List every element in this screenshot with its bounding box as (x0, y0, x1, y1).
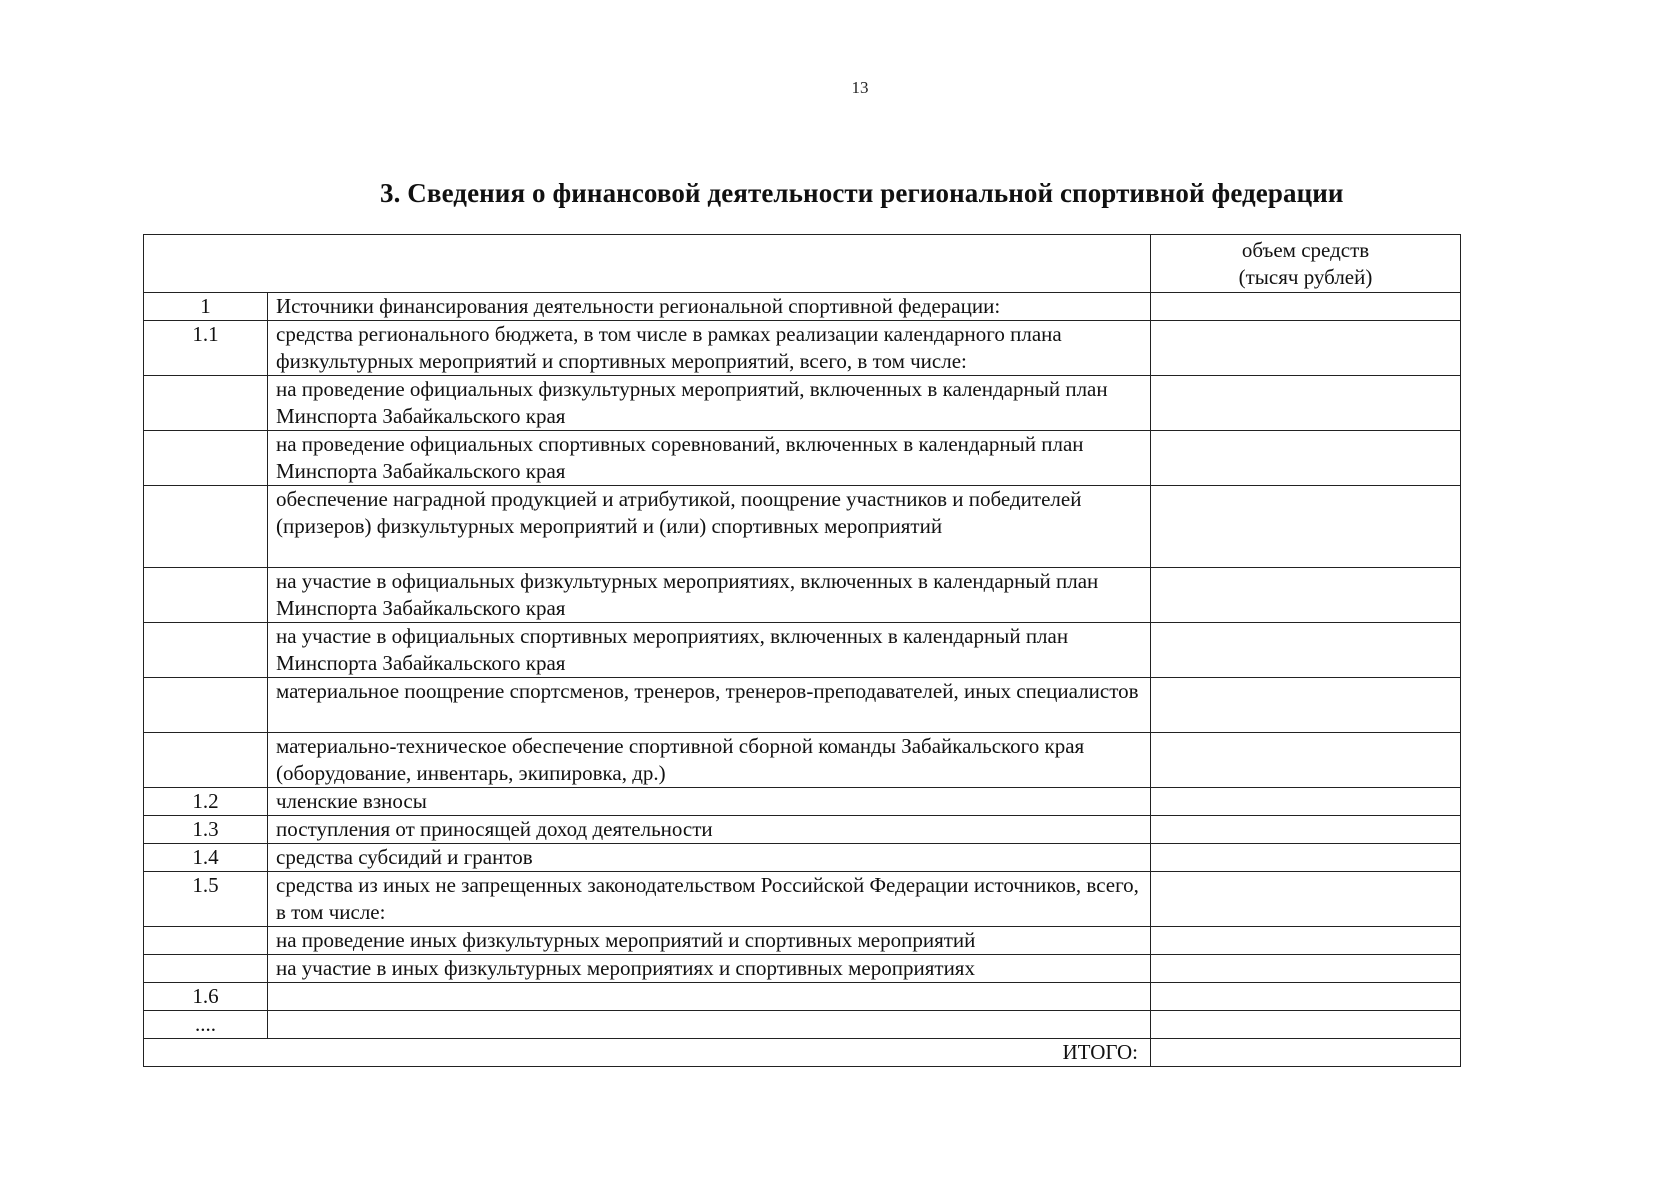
table-row (144, 431, 1461, 486)
row-value-cell[interactable] (1151, 788, 1461, 816)
row-description: на проведение официальных физкультурных мероприятий, включенных в календарный план Минспорта Забайкальского края (268, 376, 1151, 431)
table-row (144, 983, 1461, 1011)
table-header-row (144, 235, 1461, 293)
row-value-cell[interactable] (1151, 321, 1461, 376)
row-number (144, 431, 268, 486)
row-value-cell[interactable] (1151, 816, 1461, 844)
volume-header-line2: (тысяч рублей) (1238, 265, 1373, 289)
row-value-cell[interactable] (1151, 486, 1461, 568)
table-row (144, 568, 1461, 623)
row-description: на участие в официальных спортивных мероприятиях, включенных в календарный план Минспорта Забайкальского края (268, 623, 1151, 678)
table-row (144, 376, 1461, 431)
row-description: поступления от приносящей доход деятельности (268, 816, 1151, 844)
row-number: 1.5 (144, 872, 268, 927)
table-row (144, 321, 1461, 376)
row-description: на проведение иных физкультурных мероприятий и спортивных мероприятий (268, 927, 1151, 955)
row-value-cell[interactable] (1151, 293, 1461, 321)
row-value-cell[interactable] (1151, 376, 1461, 431)
row-value-cell[interactable] (1151, 623, 1461, 678)
table-row (144, 293, 1461, 321)
row-value-cell[interactable] (1151, 568, 1461, 623)
row-number (144, 927, 268, 955)
page-number: 13 (851, 78, 869, 97)
section-title: 3. Сведения о финансовой деятельности региональной спортивной федерации (380, 178, 1344, 208)
row-description: средства регионального бюджета, в том числе в рамках реализации календарного плана физкультурных мероприятий и спортивных мероприятий, всего, в том числе: (268, 321, 1151, 376)
table-row (144, 678, 1461, 733)
total-value-cell[interactable] (1151, 1039, 1461, 1067)
row-number (144, 678, 268, 733)
row-number: .... (144, 1011, 268, 1039)
table-row (144, 1011, 1461, 1039)
header-empty-cell (144, 235, 1151, 293)
row-description: материально-техническое обеспечение спортивной сборной команды Забайкальского края (оборудование, инвентарь, экипировка, др.) (268, 733, 1151, 788)
row-number (144, 955, 268, 983)
table-row (144, 623, 1461, 678)
table-row (144, 955, 1461, 983)
table-row (144, 733, 1461, 788)
table-row (144, 816, 1461, 844)
volume-header-line1: объем средств (1241, 238, 1370, 262)
row-number: 1.6 (144, 983, 268, 1011)
row-value-cell[interactable] (1151, 431, 1461, 486)
table-row (144, 927, 1461, 955)
row-number: 1.4 (144, 844, 268, 872)
row-value-cell[interactable] (1151, 844, 1461, 872)
row-value-cell[interactable] (1151, 1011, 1461, 1039)
row-value-cell[interactable] (1151, 927, 1461, 955)
row-description: членские взносы (268, 788, 1151, 816)
table-row (144, 872, 1461, 927)
volume-header-cell (1151, 235, 1461, 293)
row-number: 1 (144, 293, 268, 321)
row-number (144, 623, 268, 678)
row-number: 1.1 (144, 321, 268, 376)
row-number (144, 376, 268, 431)
row-number (144, 568, 268, 623)
total-label: ИТОГО: (144, 1039, 1151, 1067)
row-value-cell[interactable] (1151, 872, 1461, 927)
row-value-cell[interactable] (1151, 955, 1461, 983)
row-description: материальное поощрение спортсменов, тренеров, тренеров-преподавателей, иных специалистов (268, 678, 1151, 733)
row-description: средства из иных не запрещенных законодательством Российской Федерации источников, всего, в том числе: (268, 872, 1151, 927)
row-description: обеспечение наградной продукцией и атрибутикой, поощрение участников и победителей (призеров) физкультурных мероприятий и (или) спортивных мероприятий (268, 486, 1151, 568)
row-description: Источники финансирования деятельности региональной спортивной федерации: (268, 293, 1151, 321)
financial-activity-table (143, 234, 1461, 1067)
table-row (144, 844, 1461, 872)
table-row (144, 486, 1461, 568)
row-value-cell[interactable] (1151, 983, 1461, 1011)
row-number (144, 733, 268, 788)
row-number: 1.2 (144, 788, 268, 816)
total-row (144, 1039, 1461, 1067)
row-value-cell[interactable] (1151, 678, 1461, 733)
row-number: 1.3 (144, 816, 268, 844)
row-number (144, 486, 268, 568)
row-description: на проведение официальных спортивных соревнований, включенных в календарный план Минспорта Забайкальского края (268, 431, 1151, 486)
table-row (144, 788, 1461, 816)
row-description[interactable] (268, 983, 1151, 1011)
row-value-cell[interactable] (1151, 733, 1461, 788)
row-description: на участие в официальных физкультурных мероприятиях, включенных в календарный план Минспорта Забайкальского края (268, 568, 1151, 623)
row-description: на участие в иных физкультурных мероприятиях и спортивных мероприятиях (268, 955, 1151, 983)
row-description: средства субсидий и грантов (268, 844, 1151, 872)
row-description[interactable] (268, 1011, 1151, 1039)
